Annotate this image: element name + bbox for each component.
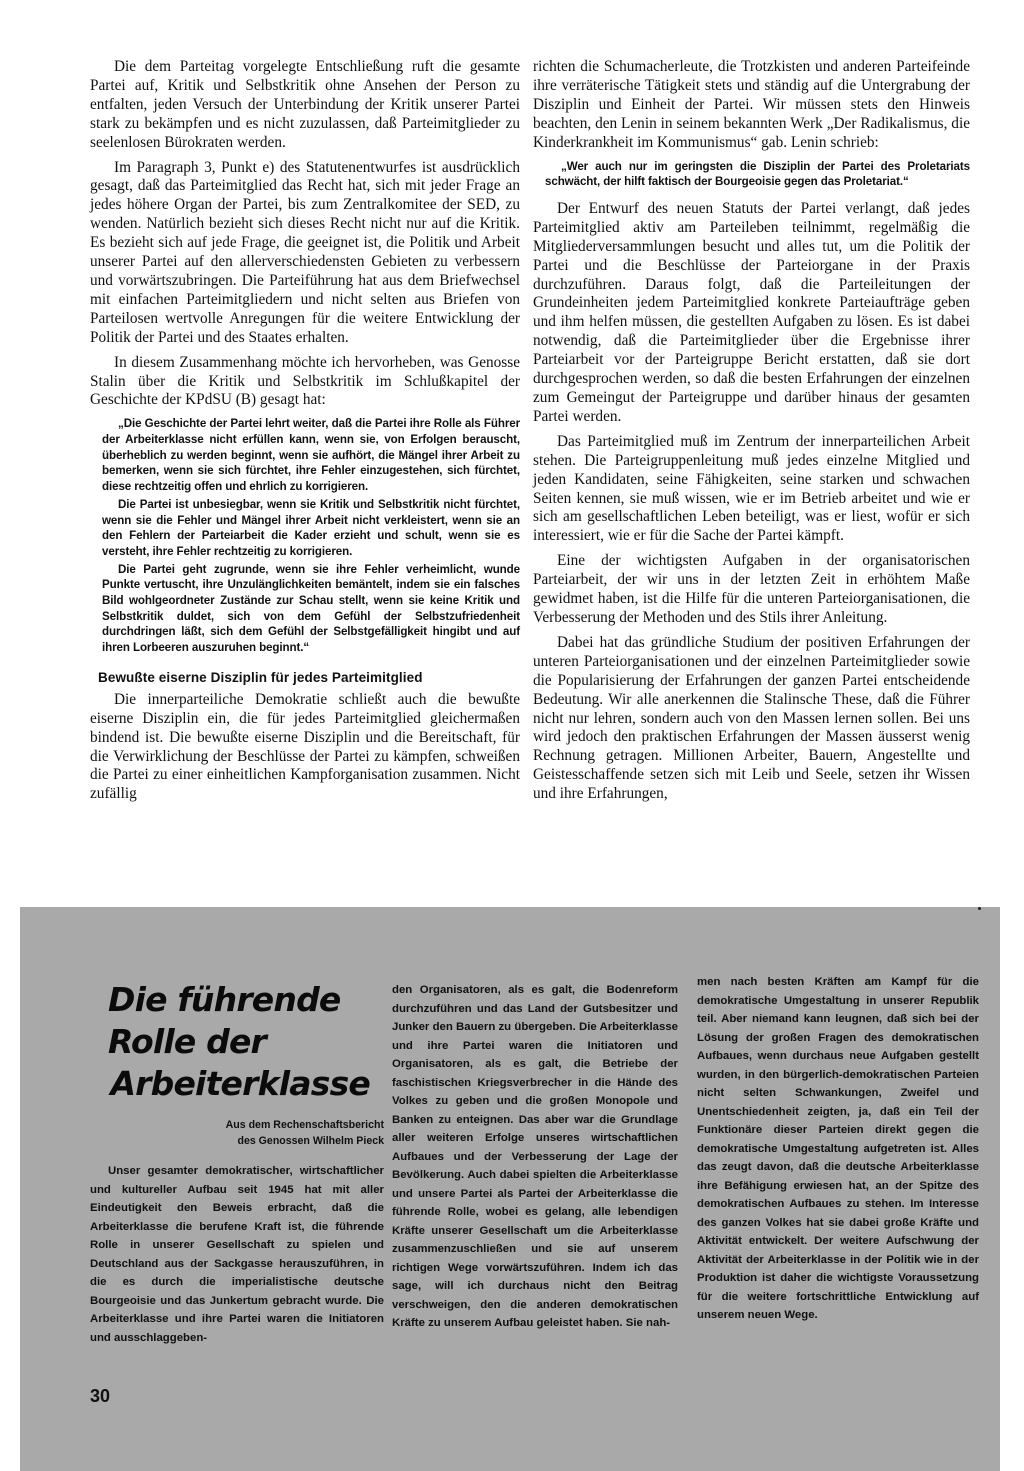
box-paragraph: men nach besten Kräften am Kampf für die demokratische Umgestaltung in unserer Republik teil. Aber niemand kann leugnen, daß sich bei der Lösung der großen Fragen des demokratischen Aufbaues, wenn durchaus neue Aufgaben gestellt wurden, in den bürgerlich-demokratischen Parteien nicht selten Schwankungen, Zweifel und Unentschiedenheit zeigten, ja, daß ein Teil der Funktionäre dieser Parteien direkt gegen die demokratische Umgestaltung aufgetreten ist. Alles das zeugt davon, daß die deutsche Arbeiterklasse ihre Befähigung erwiesen hat, an der Spitze des demokratischen Aufbaues zu stehen. Im Interesse des ganzen Volkes hat sie dabei große Kräfte und Aktivität entwickelt. Der weitere Aufschwung der Aktivität der Arbeiterklasse in der Politik wie in der Produktion ist daher die wichtigste Voraussetzung für die weitere fortschrittliche Entwicklung auf unserem neuen Wege. <box>697 976 979 1321</box>
box-column-3 <box>697 973 979 1325</box>
quote-paragraph: Die Partei ist unbesiegbar, wenn sie Kritik und Selbstkritik nicht fürchtet, wenn sie die Fehler und Mängel ihrer Arbeit nicht verkleistert, wenn sie an den Fehlern der Parteiarbeit die Kader erzieht und schult, wenn sie es versteht, ihre Fehler rechtzeitig zu korrigieren. <box>102 497 520 558</box>
quote-paragraph: „Die Geschichte der Partei lehrt weiter, daß die Partei ihre Rolle als Führer der Arbeiterklasse nicht erfüllen kann, wenn sie, von Erfolgen berauscht, überheblich zu werden beginnt, wenn sie aufhört, die Mängel ihrer Arbeit zu bemerken, wenn sie sich fürchtet, ihre Fehler einzugestehen, sich fürchtet, diese rechtzeitig offen und ehrlich zu korrigieren. <box>102 417 520 494</box>
paragraph: Die dem Parteitag vorgelegte Entschließung ruft die gesamte Partei auf, Kritik und Selbstkritik ohne Ansehen der Person zu entfalten, jeden Versuch der Unterbindung der Kritik unserer Partei stark zu bekämpfen und es nicht zuzulassen, daß Parteimitglieder zu seelenlosen Bürokraten werden. <box>90 58 520 151</box>
print-speck <box>978 907 981 910</box>
box-subtitle <box>170 1117 384 1149</box>
page-number: 30 <box>90 1386 111 1406</box>
box-paragraph: Unser gesamter demokratischer, wirtschaftlicher und kultureller Aufbau seit 1945 hat mit aller Eindeutigkeit den Beweis erbracht, daß die Arbeiterklasse die berufene Kraft ist, die führende Rolle in unserer Gesellschaft zu spielen und Deutschland aus der Sackgasse herauszuführen, in die es durch die imperialistische deutsche Bourgeoisie und das Junkertum gebracht wurde. Die Arbeiterklasse und ihre Partei waren die Initiatoren und ausschlaggeben- <box>90 1165 384 1344</box>
article-right-column <box>533 58 970 810</box>
box-title-line: Rolle der <box>108 1022 267 1061</box>
box-subtitle-line: Aus dem Rechenschaftsbericht <box>225 1119 384 1131</box>
box-paragraph: den Organisatoren, als es galt, die Bodenreform durchzuführen und das Land der Gutsbesitzer und Junker den Bauern zu übergeben. Die Arbeiterklasse und ihre Partei waren die Initiatoren und Organisatoren, als es galt, die Betriebe der faschistischen Kriegsverbrecher in die Hände des Volkes zu geben und die großen Monopole und Banken zu enteignen. Das aber war die Grundlage aller weiteren Erfolge unseres wirtschaftlichen Aufbaues und der Verbesserung der Lage der Bevölkerung. Auch dabei spielten die Arbeiterklasse und unsere Partei als Partei der Arbeiterklasse die führende Rolle, wobei es gelang, alle lebendigen Kräfte unserer Gesellschaft um die Arbeiterklasse zusammenzuschließen und sie auf unserem richtigen Wege vorwärtszuführen. Indem ich das sage, will ich durchaus nicht den Beitrag verschweigen, den die anderen demokratischen Kräfte zu unserem Aufbau geleistet haben. Sie nah- <box>392 984 678 1329</box>
article-left-column <box>90 58 520 810</box>
paragraph: Die innerparteiliche Demokratie schließt auch die bewußte eiserne Disziplin ein, die für jedes Parteimitglied gleichermaßen bindend ist. Die bewußte eiserne Disziplin und die Bereitschaft, für die Verwirklichung der Beschlüsse der Partei zu kämpfen, schweißen die Partei zu einer einheitlichen Kampforganisation zusammen. Nicht zufällig <box>90 690 520 803</box>
box-column-2 <box>392 981 678 1333</box>
paragraph: Im Paragraph 3, Punkt e) des Statutenentwurfes ist ausdrücklich gesagt, daß das Parteimitglied das Recht hat, sich mit jeder Frage an jedes höhere Organ der Partei, bis zum Zentralkomitee der SED, zu wenden. Natürlich bezieht sich dieses Recht nicht nur auf die Kritik. Es bezieht sich auf jede Frage, die geeignet ist, die Politik und Arbeit unserer Partei auf den allerverschiedensten Gebieten zu verbessern und vorwärtszubringen. Die Parteiführung hat aus dem Briefwechsel mit einfachen Parteimitgliedern und nicht selten aus Briefen von Parteilosen wertvolle Anregungen für die weitere Entwicklung der Politik der Partei und des Staates erhalten. <box>90 158 520 346</box>
box-column-1 <box>90 1162 384 1347</box>
paragraph: Der Entwurf des neuen Statuts der Partei verlangt, daß jedes Parteimitglied aktiv am Parteileben teilnimmt, regelmäßig die Mitgliederversammlungen besucht und alles tut, um die Politik der Partei und die Beschlüsse der Parteiorgane in der Praxis durchzuführen. Daraus folgt, daß die Parteileitungen der Grundeinheiten jedem Parteimitglied konkrete Parteiaufträge geben und ihm helfen müssen, die gestellten Aufgaben zu lösen. Es ist dabei notwendig, daß die Parteimitglieder über die Ergebnisse ihrer Parteiarbeit vor der Parteigruppe Bericht erstatten, daß sie dort durchgesprochen werden, so daß die besten Erfahrungen der einzelnen zum Gemeingut der Parteigruppe und darüber hinaus der gesamten Partei werden. <box>533 199 970 425</box>
paragraph: Eine der wichtigsten Aufgaben in der organisatorischen Parteiarbeit, der wir uns in der letzten Zeit in erhöhtem Maße gewidmet haben, ist die Hilfe für die unteren Parteiorganisationen, die Verbesserung der Methoden und des Stils ihrer Anleitung. <box>533 552 970 626</box>
box-title <box>108 979 378 1105</box>
paragraph: Das Parteimitglied muß im Zentrum der innerparteilichen Arbeit stehen. Die Parteigruppenleitung muß jedes einzelne Mitglied und jeden Kandidaten, seine Fähigkeiten, seine starken und schwachen Seiten kennen, sie muß wissen, wie er im Betrieb arbeitet und wie er sich am gesellschaftlichen Leben beteiligt, was er liest, wofür er sich interessiert, wie er für die Sache der Partei kämpft. <box>533 432 970 545</box>
stalin-quote <box>102 416 520 656</box>
box-title-line: Die führende <box>108 980 341 1019</box>
paragraph: richten die Schumacherleute, die Trotzkisten und anderen Parteifeinde ihre verräterische Tätigkeit stets und ständig auf die Untergrabung der Disziplin und Einheit der Partei. Wir müssen stets den Hinweis beachten, den Lenin in seinem bekannten Werk „Der Radikalismus, die Kinderkrankheit im Kommunismus“ gab. Lenin schrieb: <box>533 58 970 151</box>
box-subtitle-line: des Genossen Wilhelm Pieck <box>237 1135 384 1147</box>
paragraph: Dabei hat das gründliche Studium der positiven Erfahrungen der unteren Parteiorganisationen und der einzelnen Parteimitglieder sowie die Popularisierung der Erfahrungen der ganzen Partei entscheidende Bedeutung. Wir alle anerkennen die Stalinsche These, daß die Führer nicht nur lehren, sondern auch von den Massen lernen sollen. Bei uns wird jedoch den praktischen Erfahrungen der Massen äusserst wenig Rechnung getragen. Millionen Arbeiter, Bauern, Angestellte und Geistesschaffende setzen sich mit Leib und Seele, setzen ihr Wissen und ihre Erfahrungen, <box>533 633 970 803</box>
quote-paragraph: „Wer auch nur im geringsten die Disziplin der Partei des Proletariats schwächt, der hilft faktisch der Bourgeoisie gegen das Proletariat.“ <box>545 159 970 189</box>
pieck-report-box <box>20 907 1000 1471</box>
box-title-line: Arbeiterklasse <box>110 1064 370 1103</box>
quote-paragraph: Die Partei geht zugrunde, wenn sie ihre Fehler verheimlicht, wunde Punkte vertuscht, ihre Unzulänglichkeiten bemäntelt, indem sie ein falsches Bild wohlgeordneter Zustände zur Schau stellt, wenn sie keine Kritik und Selbstkritik duldet, sich von dem Gefühl der Selbstzufriedenheit durchdringen läßt, sich dem Gefühl der Selbstgefälligkeit hingibt und auf ihren Lorbeeren auszuruhen beginnt.“ <box>102 562 520 655</box>
lenin-quote <box>545 159 970 190</box>
section-heading: Bewußte eiserne Disziplin für jedes Parteimitglied <box>98 669 423 685</box>
paragraph: In diesem Zusammenhang möchte ich hervorheben, was Genosse Stalin über die Kritik und Selbstkritik im Schlußkapitel der Geschichte der KPdSU (B) gesagt hat: <box>90 353 520 409</box>
